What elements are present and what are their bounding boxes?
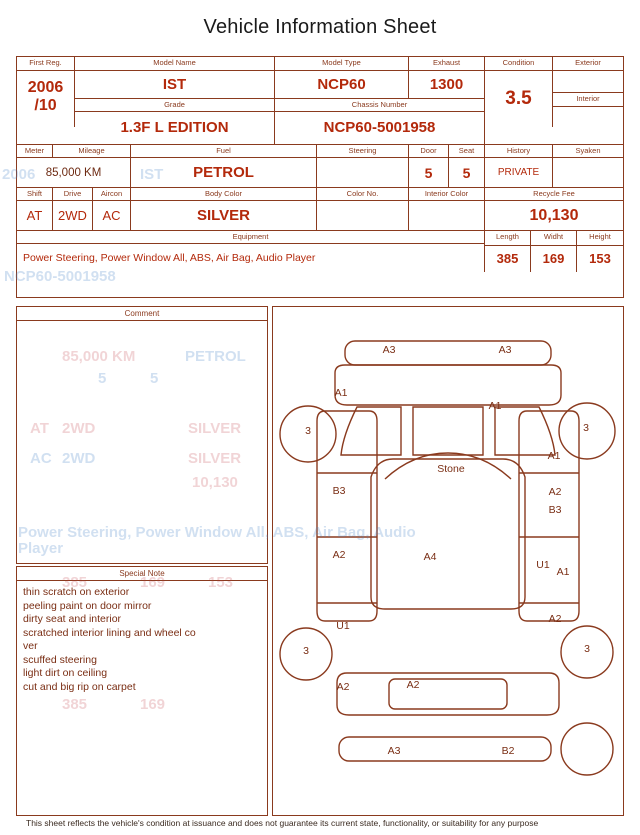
- special-note-line: scratched interior lining and wheel co: [23, 626, 196, 639]
- damage-mark: A2: [406, 679, 420, 691]
- condition-label: Condition: [485, 57, 553, 71]
- mileage-value: 85,000 KM: [45, 167, 102, 179]
- comment-header: Comment: [17, 307, 267, 321]
- damage-mark: A2: [548, 486, 562, 498]
- color-no-label: Color No.: [317, 188, 409, 201]
- first-reg-year: 2006: [27, 79, 64, 96]
- special-note-list: [17, 581, 267, 699]
- watermark-text: Power Steering, Power Window All, ABS, Air Bag, Audio: [18, 524, 416, 541]
- recycle-fee-value-cell: [485, 201, 623, 231]
- drive-label: Drive: [53, 188, 93, 201]
- width-label: Widht: [531, 231, 577, 246]
- equipment-value: Power Steering, Power Window All, ABS, Air Bag, Audio Player: [23, 252, 316, 264]
- recycle-fee-value: 10,130: [529, 207, 579, 224]
- watermark-text: 153: [208, 574, 234, 591]
- special-note-line: peeling paint on door mirror: [23, 599, 152, 612]
- watermark-text: 5: [150, 370, 159, 387]
- grade-value: 1.3F L EDITION: [120, 119, 229, 136]
- damage-mark: A3: [387, 745, 401, 757]
- model-name-label: Model Name: [75, 57, 275, 71]
- steering-value-cell: [317, 158, 409, 188]
- damage-mark: U1: [536, 559, 550, 571]
- aircon-value-cell: [93, 201, 131, 231]
- special-note-line: thin scratch on exterior: [23, 586, 130, 598]
- footer-disclaimer: This sheet reflects the vehicle's condition at issuance and does not guarantee its current state, functionality, or suitability for any purpose: [26, 818, 539, 828]
- condition-value-cell: [485, 71, 553, 127]
- damage-mark: B3: [332, 485, 346, 497]
- history-value: PRIVATE: [497, 167, 540, 178]
- special-note-line: cut and big rip on carpet: [23, 680, 136, 693]
- interior-value-cell: [553, 107, 623, 127]
- body-color-label: Body Color: [131, 188, 317, 201]
- history-value-cell: [485, 158, 553, 188]
- damage-mark: A1: [547, 450, 561, 462]
- equipment-label: Equipment: [17, 231, 485, 244]
- model-type-value: NCP60: [317, 76, 366, 93]
- watermark-text: 5: [98, 370, 107, 387]
- special-note-line: dirty seat and interior: [23, 613, 122, 625]
- exhaust-value: 1300: [429, 76, 464, 93]
- grade-value-cell: [75, 112, 275, 144]
- special-note-line: light dirt on ceiling: [23, 667, 108, 679]
- watermark-text: NCP60-5001958: [4, 268, 116, 285]
- chassis-value-cell: [275, 112, 485, 144]
- vehicle-damage-diagram: [272, 306, 624, 816]
- first-reg-value: [17, 71, 75, 127]
- exterior-label: Exterior: [553, 57, 623, 71]
- watermark-text: 169: [140, 696, 166, 713]
- chassis-label: Chassis Number: [275, 99, 485, 112]
- comment-panel: [16, 306, 268, 564]
- special-note-panel: [16, 566, 268, 816]
- length-value-cell: [485, 246, 531, 272]
- damage-mark: Stone: [437, 463, 465, 475]
- damage-mark: 3: [303, 645, 309, 657]
- special-note-header: Special Note: [17, 567, 267, 581]
- history-label: History: [485, 145, 553, 158]
- damage-mark: 3: [305, 425, 311, 437]
- first-reg-label: First Reg.: [17, 57, 75, 71]
- interior-color-label: Interior Color: [409, 188, 485, 201]
- shift-value: AT: [26, 208, 43, 223]
- seat-value: 5: [462, 165, 471, 181]
- spec-table: [16, 56, 624, 298]
- damage-mark: A1: [488, 400, 502, 412]
- watermark-text: 10,130: [192, 474, 238, 491]
- watermark-text: AC: [30, 450, 52, 467]
- damage-mark: 3: [584, 643, 590, 655]
- steering-label: Steering: [317, 145, 409, 158]
- exhaust-value-cell: [409, 71, 485, 99]
- width-value-cell: [531, 246, 577, 272]
- watermark-text: SILVER: [188, 450, 242, 467]
- damage-mark: A2: [336, 681, 350, 693]
- damage-mark: A4: [423, 551, 437, 563]
- meter-label: Meter: [17, 145, 53, 158]
- seat-label: Seat: [449, 145, 485, 158]
- door-value-cell: [409, 158, 449, 188]
- shift-value-cell: [17, 201, 53, 231]
- damage-mark: A3: [382, 344, 396, 356]
- grade-label: Grade: [75, 99, 275, 112]
- watermark-text: 2WD: [62, 450, 96, 467]
- fuel-label: Fuel: [131, 145, 317, 158]
- interior-color-value-cell: [409, 201, 485, 231]
- watermark-text: SILVER: [188, 420, 242, 437]
- watermark-text: 385: [62, 574, 88, 591]
- watermark-text: 2WD: [62, 420, 96, 437]
- height-value-cell: [577, 246, 623, 272]
- fuel-value: PETROL: [193, 164, 254, 181]
- aircon-value: AC: [102, 208, 121, 223]
- shift-label: Shift: [17, 188, 53, 201]
- width-value: 169: [542, 251, 565, 266]
- door-value: 5: [424, 165, 433, 181]
- watermark-text: Player: [18, 540, 64, 557]
- height-value: 153: [589, 251, 611, 266]
- damage-mark: A1: [556, 566, 570, 578]
- watermark-text: 385: [62, 696, 88, 713]
- first-reg-month: /10: [34, 97, 57, 114]
- condition-value: 3.5: [505, 88, 532, 109]
- model-name-value: IST: [162, 76, 187, 93]
- page-title: Vehicle Information Sheet: [203, 16, 437, 38]
- body-color-value-cell: [131, 201, 317, 231]
- length-value: 385: [496, 251, 519, 266]
- chassis-value: NCP60-5001958: [323, 119, 436, 136]
- aircon-label: Aircon: [93, 188, 131, 201]
- special-note-line: ver: [23, 640, 38, 652]
- damage-mark: U1: [336, 620, 350, 632]
- syaken-label: Syaken: [553, 145, 623, 158]
- recycle-fee-label: Recycle Fee: [485, 188, 623, 201]
- equipment-value-cell: [17, 244, 485, 272]
- watermark-text: 85,000 KM: [62, 348, 136, 365]
- mileage-label: Mileage: [53, 145, 131, 158]
- drive-value: 2WD: [58, 208, 87, 223]
- seat-value-cell: [449, 158, 485, 188]
- body-color-value: SILVER: [196, 207, 251, 224]
- fuel-value-cell: [131, 158, 317, 188]
- interior-label: Interior: [553, 93, 623, 107]
- damage-mark: A3: [498, 344, 512, 356]
- door-label: Door: [409, 145, 449, 158]
- damage-mark: B2: [501, 745, 515, 757]
- mileage-value-cell: [17, 158, 131, 188]
- diagram-svg: [273, 307, 623, 815]
- exterior-value-cell: [553, 71, 623, 93]
- special-note-line: scuffed steering: [23, 653, 97, 666]
- watermark-text: 2006: [2, 166, 36, 183]
- damage-mark: A1: [334, 387, 348, 399]
- model-type-label: Model Type: [275, 57, 409, 71]
- damage-mark: A2: [332, 549, 346, 561]
- height-label: Height: [577, 231, 623, 246]
- watermark-text: PETROL: [185, 348, 246, 365]
- model-name-value-cell: [75, 71, 275, 99]
- damage-mark: B3: [548, 504, 562, 516]
- length-label: Length: [485, 231, 531, 246]
- comment-text: [17, 321, 267, 331]
- color-no-value-cell: [317, 201, 409, 231]
- damage-mark: 3: [583, 422, 589, 434]
- watermark-text: IST: [140, 166, 164, 183]
- model-type-value-cell: [275, 71, 409, 99]
- watermark-text: 169: [140, 574, 166, 591]
- watermark-text: AT: [30, 420, 49, 437]
- exhaust-label: Exhaust: [409, 57, 485, 71]
- syaken-value-cell: [553, 158, 623, 188]
- drive-value-cell: [53, 201, 93, 231]
- damage-mark: A2: [548, 613, 562, 625]
